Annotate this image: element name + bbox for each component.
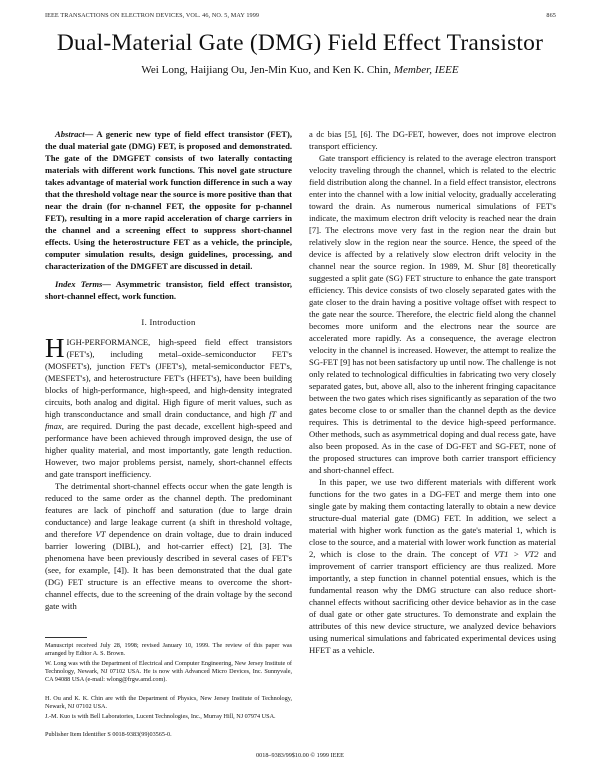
footnote-publisher-id: Publisher Item Identifier S 0018-9383(99)03565-0. — [45, 731, 172, 738]
intro-paragraph-2 — [45, 480, 292, 612]
page-number: 865 — [546, 12, 556, 19]
right-paragraph-1: a dc bias [5], [6]. The DG-FET, however, does not improve electron transport efficiency. — [309, 129, 556, 151]
intro-paragraph-1 — [45, 333, 292, 480]
author-names: Wei Long, Haijiang Ou, Jen-Min Kuo, and Ken K. Chin, — [141, 64, 392, 76]
left-column — [45, 128, 292, 612]
right-column — [309, 128, 556, 656]
abstract-text: A generic new type of field effect transistor (FET), the dual material gate (DMG) FET, is proposed and demonstrated. The gate of the DMGFET consists of two laterally contacting materials with different work functions. This novel gate structure takes advantage of material work function difference in such a way that the threshold voltage near the source is more positive than that near the drain (for n-channel FET, the opposite for p-channel FET), resulting in a more rapid acceleration of charge carriers in the channel and a screening effect to suppress short-channel effects. Using the heterostructure FET as a vehicle, the principle, computer simulation results, design guidelines, processing, and characterization of the DMGFET are discussed in detail. — [45, 129, 292, 271]
paper-title: Dual-Material Gate (DMG) Field Effect Transistor — [56, 30, 544, 56]
fmax-symbol: fmax — [45, 421, 62, 431]
footnote-ou-chin: H. Ou and K. K. Chin are with the Department of Physics, New Jersey Institute of Technology, Newark, NJ 07102 USA. — [45, 695, 292, 711]
drop-cap: H — [45, 333, 65, 363]
vt-inequality: VT1 > VT2 — [494, 549, 539, 559]
intro-text-1a: IGH-PERFORMANCE, high-speed field effect transistors (FET's), including metal–oxide–semiconductor FET's (MOSFET's), junction FET's (JFET's), metal-semiconductor FET's, (MESFET's), and heterostructure FET's (HFET's), have been building blocks of high-performance, high-speed, and high-density integrated circuits, both analog and digital. High figure of merit values, such as high transconductance and small drain conductance, and high — [45, 337, 292, 419]
author-membership: Member, IEEE — [391, 64, 459, 76]
index-terms-label: Index Terms— — [55, 279, 111, 289]
right-paragraph-3 — [309, 476, 556, 656]
author-line — [0, 64, 600, 76]
right-text-3b: and improvement of carrier transport efficiency are thus realized. More importantly, a step function in channel potential ensues, which is the fundamental reason why the DMG structure can also reduce short-channel effects without sacrificing other device behavior as in the case of dual gate or other gate structures. To demonstrate and explain the attributes of this new device structure, we analyzed device behaviors using numerical simulations and fabricated experimental devices using HFET as a vehicle. — [309, 549, 556, 655]
vt-symbol: VT — [95, 529, 106, 539]
footnote-manuscript: Manuscript received July 28, 1998; revised January 10, 1999. The review of this paper was arranged by Editor A. S. Brown. — [45, 642, 292, 658]
index-terms-text: Asymmetric transistor, field effect transistor, short-channel effect, work function. — [45, 279, 292, 301]
index-terms — [45, 278, 292, 302]
abstract — [45, 128, 292, 272]
and-word: and — [276, 409, 292, 419]
intro-text-2a: The detrimental short-channel effects occur when the gate length is reduced to the same order as the channel depth. The predominant features are lack of pinchoff and saturation (due to large drain conductance) and large leakage current (a shift in threshold voltage, and therefore — [45, 481, 292, 539]
section-heading-introduction: I. Introduction — [141, 317, 196, 327]
intro-text-1b: , are required. During the past decade, excellent high-speed and performance have been achieved through improved design, the use of higher quality material, and most importantly, gate length reduction. However, two major problems persist, namely, short-channel effects and gate transport inefficiency. — [45, 421, 292, 479]
footnote-divider — [45, 637, 87, 638]
copyright-line: 0018–9383/99$10.00 © 1999 IEEE — [256, 752, 344, 759]
journal-header: IEEE TRANSACTIONS ON ELECTRON DEVICES, VOL. 46, NO. 5, MAY 1999 — [45, 12, 260, 19]
footnote-kuo: J.-M. Kuo is with Bell Laboratories, Lucent Technologies, Inc., Murray Hill, NJ 07974 USA. — [45, 713, 276, 720]
intro-text-2b: dependence on drain voltage, due to drain induced barrier lowering (DIBL), and hot-carrier effect) [2], [3]. The phenomena have been previously described in several cases of FET's (see, for example, [4]). It has been demonstrated that the dual gate (DG) FET structure is an effective means to overcome the short-channel effects, due to the screening of the drain voltage by the second gate with — [45, 529, 292, 611]
abstract-label: Abstract— — [55, 129, 94, 139]
right-paragraph-2: Gate transport efficiency is related to the average electron transport velocity traveling through the channel, which is related to the electric field distribution along the channel. In a field effect transistor, electrons enter into the channel with a low initial velocity, gradually accelerating toward the drain. As numerous numerical simulations of FET's indicate, the maximum electron drift velocity is reached near the drain [7]. The electrons move very fast in the region near the drain but relatively slow in the region near the source. Hence, the speed of the device is affected by a relatively slow electron drift velocity in the channel near the source region. In 1989, M. Shur [8] theoretically suggested a split gate (SG) FET structure to enhance the gate transport efficiency. This device consists of two closely separated gates with the gate closer to the drain having a positive voltage offset with respect to the gate near the source. Therefore, the electric field along the channel becomes more uniform and the electrons near the source are accelerated more rapidly. As a consequence, the average electron velocity in the channel is increased. However, the attempt to realize the SG-FET [9] has not been satisfactory up until now. The challenge is not only related to technological difficulties in fabricating two very closely separated gates, but, above all, also to the inherent fringing capacitance between the two gates which rises significantly as separation of the two gates become close to or smaller than the channel depth as the device requires. This is detrimental to the device high-speed performance. Other methods, such as asymmetrical doping and dual recess gate, have also been proposed. As in the case of DG-FET and SG-FET, none of the proposed structures can improve both carrier transport efficiency and short-channel effect. — [309, 153, 556, 475]
footnote-w-long: W. Long was with the Department of Electrical and Computer Engineering, New Jersey Institute of Technology, Newark, NJ 07102 USA. He is now with Advanced Micro Devices, Inc. Sunnyvale, CA 94088 USA (e-mail: wlong@frgw.amd.com). — [45, 660, 292, 684]
ft-symbol: fT — [268, 409, 277, 419]
right-text-3a: In this paper, we use two different materials with different work functions for the two gates in a DG-FET and merge them into one single gate by making them contacting laterally to obtain a new device structure-dual material gate (DMG) FET. In addition, we select a material with higher work function as the gate's material 1, which is close to the source, and a material with lower work function as material 2, which is close to the drain. The concept of — [309, 477, 556, 559]
